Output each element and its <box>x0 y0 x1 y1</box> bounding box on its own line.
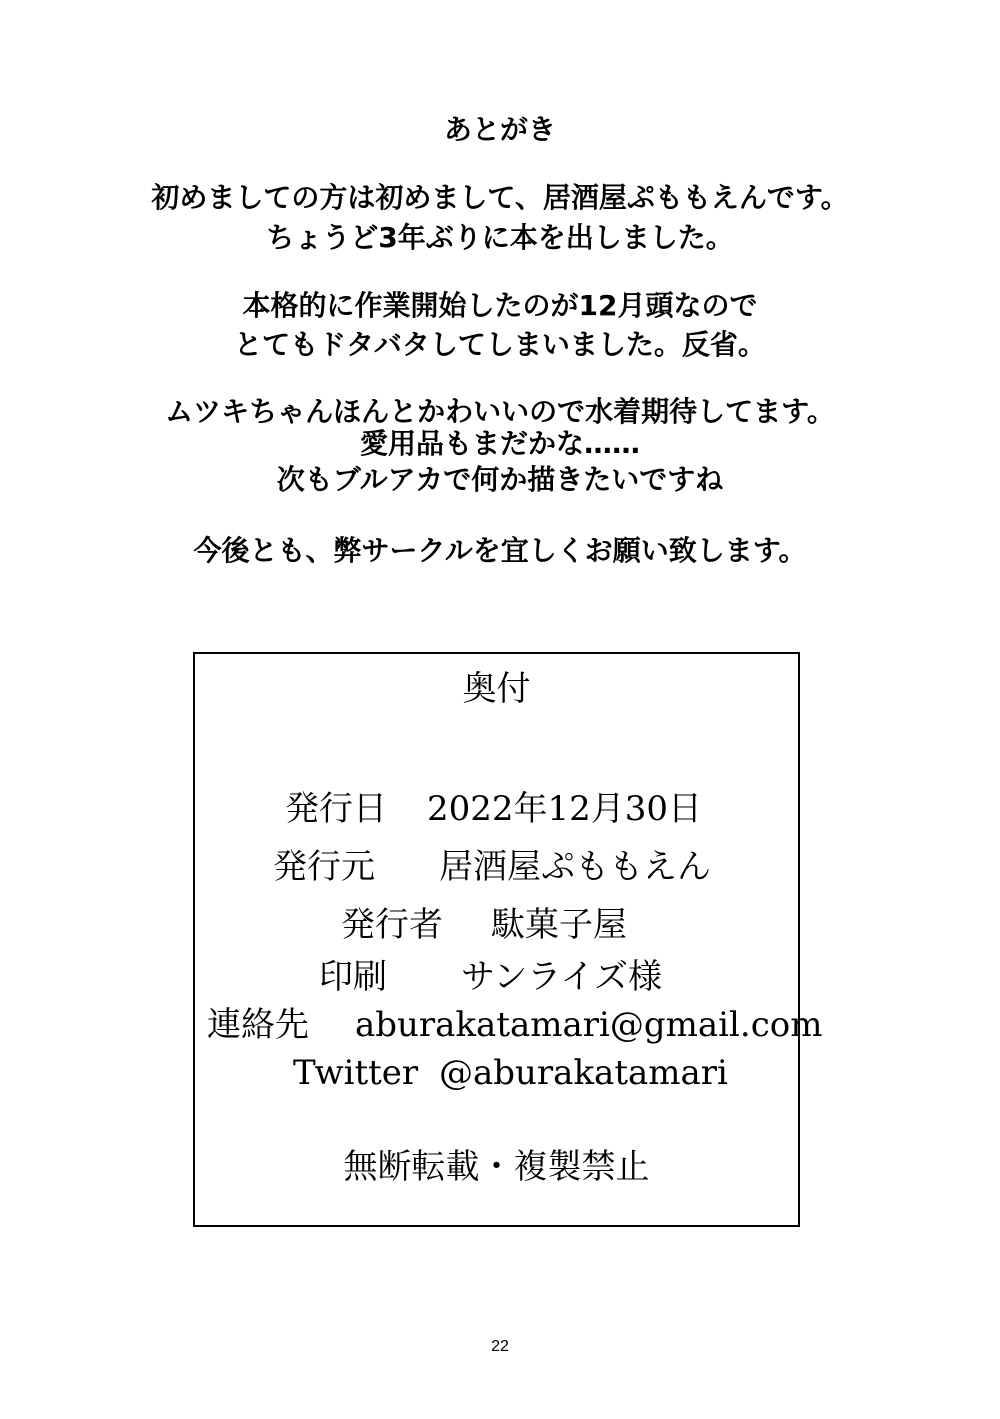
afterword-line: とてもドタバタしてしまいました。反省。 <box>234 328 766 361</box>
colophon-label: 発行者 <box>341 905 443 945</box>
colophon-value: 駄菓子屋 <box>491 905 627 945</box>
colophon-value: 2022年12月30日 <box>427 789 703 829</box>
afterword-line: 愛用品もまだかな…… <box>359 427 640 460</box>
colophon-row-issue-date <box>195 786 798 832</box>
twitter-handle: @aburakatamari <box>439 1053 728 1093</box>
colophon-title: 奥付 <box>462 669 531 709</box>
colophon-row-spacer <box>195 903 798 949</box>
afterword-line: 次もブルアカで何か描きたいですね <box>276 463 724 496</box>
twitter-label: Twitter <box>293 1053 419 1093</box>
colophon-row-publisher <box>195 844 798 890</box>
colophon-label: 発行日 <box>285 789 387 829</box>
colophon-label: 発行元 <box>273 847 375 887</box>
colophon-row-printer <box>195 954 798 1000</box>
contact-label: 連絡先 <box>207 1005 309 1045</box>
contact-email: aburakatamari@gmail.com <box>355 1005 823 1045</box>
afterword-line: 今後とも、弊サークルを宜しくお願い致します。 <box>193 534 807 567</box>
colophon-row-twitter <box>195 1050 798 1096</box>
afterword-line: 本格的に作業開始したのが12月頭なので <box>242 289 758 322</box>
page-number: 22 <box>491 1338 509 1355</box>
afterword-line: 初めましての方は初めまして、居酒屋ぷももえんです。 <box>151 181 849 214</box>
afterword-heading: あとがき <box>443 113 556 146</box>
colophon-notice: 無断転載・複製禁止 <box>343 1147 650 1187</box>
colophon-label: 印刷 <box>319 957 387 997</box>
colophon-box <box>193 652 823 1227</box>
afterword-line: ちょうど3年ぶりに本を出しました。 <box>266 221 734 254</box>
colophon-row-contact <box>195 1002 823 1048</box>
colophon-value: 居酒屋ぷももえん <box>439 847 711 887</box>
colophon-value: サンライズ様 <box>461 957 662 997</box>
afterword-line: ムツキちゃんほんとかわいいので水着期待してます。 <box>165 395 835 428</box>
